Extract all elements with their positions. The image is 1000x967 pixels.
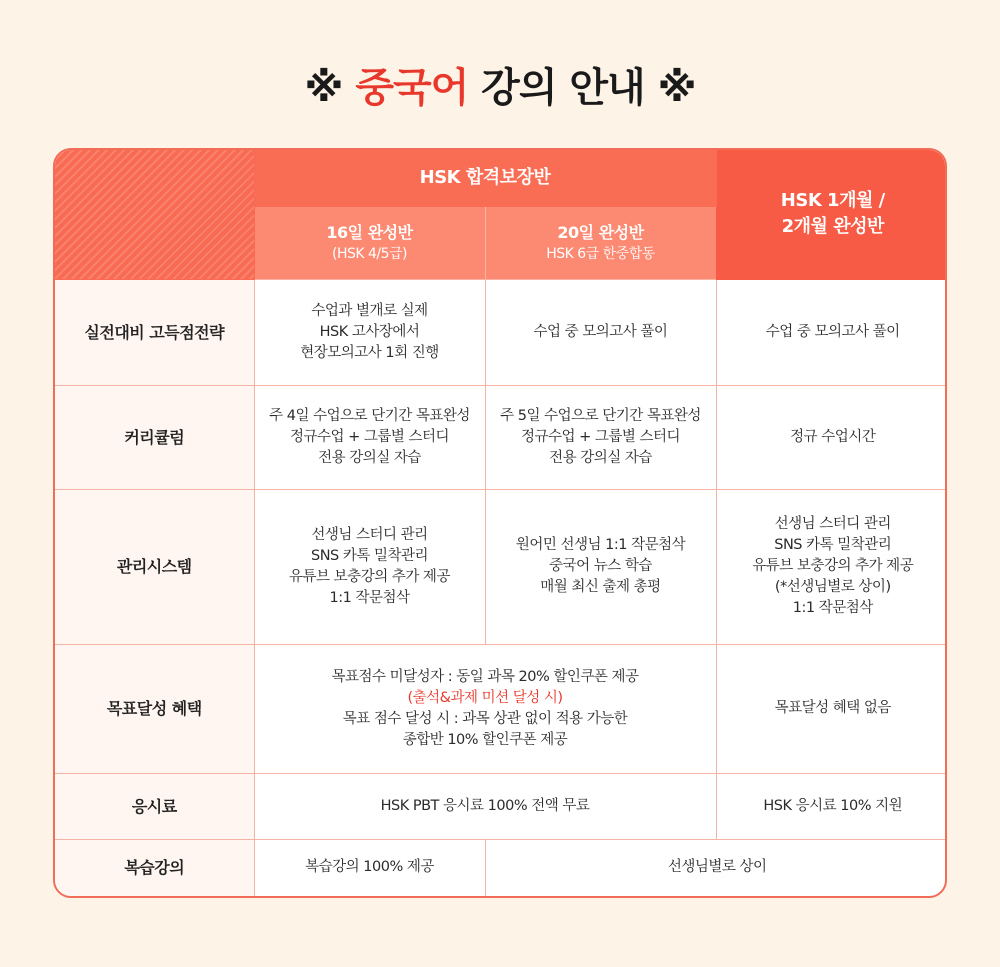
- table-row: [55, 773, 947, 839]
- row-label-exam-fee: 응시료: [55, 773, 254, 839]
- cell-line: 정규 수업시간: [790, 428, 876, 445]
- cell-line: 목표 점수 달성 시 : 과목 상관 없이 적용 가능한: [342, 710, 628, 727]
- cell-line: 종합반 10% 할인쿠폰 제공: [402, 731, 568, 748]
- cell-line: 1:1 작문첨삭: [792, 600, 873, 616]
- header-group-hsk-guarantee: HSK 합격보장반: [254, 150, 716, 206]
- cell-line: 정규수업 + 그룹별 스터디: [289, 428, 450, 445]
- title-rest: 강의 안내 ※: [468, 65, 696, 111]
- cell-line: 1:1 작문첨삭: [329, 589, 410, 606]
- cell-line: 주 4일 수업으로 단기간 목표완성: [269, 407, 470, 424]
- table-row: [55, 279, 947, 385]
- cell-line: 수업과 별개로 실제: [311, 302, 428, 319]
- cell-line: 목표달성 혜택 없음: [774, 700, 891, 716]
- header-col1-sub: (HSK 4/5급): [331, 245, 408, 262]
- header-col3-line1: HSK 1개월 /: [780, 190, 885, 212]
- header-col2-title: 20일 완성반: [557, 222, 644, 242]
- cell-line: 전용 강의실 자습: [549, 449, 652, 466]
- row-label-management: 관리시스템: [55, 489, 254, 644]
- cell: [485, 385, 716, 489]
- header-col3-line2: 2개월 완성반: [781, 216, 884, 238]
- cell-line: (*선생님별로 상이): [774, 579, 891, 595]
- row-label-strategy: 실전대비 고득점전략: [55, 279, 254, 385]
- cell: 선생님별로 상이: [485, 839, 947, 896]
- cell-line: 선생님 스터디 관리: [774, 516, 891, 532]
- table-row: [55, 644, 947, 773]
- course-table: [53, 148, 947, 898]
- cell-line: 목표점수 미달성자 : 동일 과목 20% 할인쿠폰 제공: [331, 668, 639, 685]
- header-col1: [254, 206, 485, 279]
- header-col1-title: 16일 완성반: [326, 222, 413, 242]
- cell-line: 주 5일 수업으로 단기간 목표완성: [500, 407, 701, 424]
- cell: [716, 489, 947, 644]
- cell-line: 유튜브 보충강의 추가 제공: [289, 568, 450, 585]
- cell-line: 원어민 선생님 1:1 작문첨삭: [515, 537, 686, 553]
- row-label-benefit: 목표달성 혜택: [55, 644, 254, 773]
- cell-line: 매월 최신 출제 총평: [540, 579, 661, 595]
- row-label-curriculum: 커리큘럼: [55, 385, 254, 489]
- page-title: [0, 56, 1000, 113]
- cell: [254, 489, 485, 644]
- table-row: [55, 839, 947, 896]
- cell-line: 정규수업 + 그룹별 스터디: [520, 428, 681, 445]
- cell-line: 선생님 스터디 관리: [311, 526, 428, 543]
- table-corner: [55, 150, 254, 279]
- cell: [716, 279, 947, 385]
- cell: 복습강의 100% 제공: [254, 839, 485, 896]
- header-col2-sub: HSK 6급 한중합동: [546, 245, 655, 262]
- cell-line: 현장모의고사 1회 진행: [300, 344, 439, 361]
- title-accent: 중국어: [355, 65, 469, 111]
- cell-line: SNS 카톡 밀착관리: [774, 537, 892, 553]
- cell: [254, 279, 485, 385]
- cell-line: 전용 강의실 자습: [318, 449, 421, 466]
- cell: [485, 489, 716, 644]
- cell: [254, 644, 716, 773]
- cell: [254, 385, 485, 489]
- cell-note: (출석&과제 미션 달성 시): [407, 689, 563, 706]
- row-label-review: 복습강의: [55, 839, 254, 896]
- cell: HSK PBT 응시료 100% 전액 무료: [254, 773, 716, 839]
- cell-line: SNS 카톡 밀착관리: [310, 547, 428, 564]
- cell: [716, 644, 947, 773]
- header-col2: [485, 206, 716, 279]
- cell-line: 수업 중 모의고사 풀이: [533, 323, 668, 340]
- cell: [485, 279, 716, 385]
- title-prefix: ※: [304, 65, 356, 111]
- table-row: [55, 489, 947, 644]
- cell-line: 중국어 뉴스 학습: [549, 558, 652, 574]
- cell-line: 수업 중 모의고사 풀이: [765, 323, 900, 340]
- cell-line: 유튜브 보충강의 추가 제공: [752, 558, 914, 574]
- cell: HSK 응시료 10% 지원: [716, 773, 947, 839]
- table-row: [55, 385, 947, 489]
- cell: [716, 385, 947, 489]
- header-col3: [716, 150, 947, 279]
- cell-line: HSK 고사장에서: [319, 323, 420, 340]
